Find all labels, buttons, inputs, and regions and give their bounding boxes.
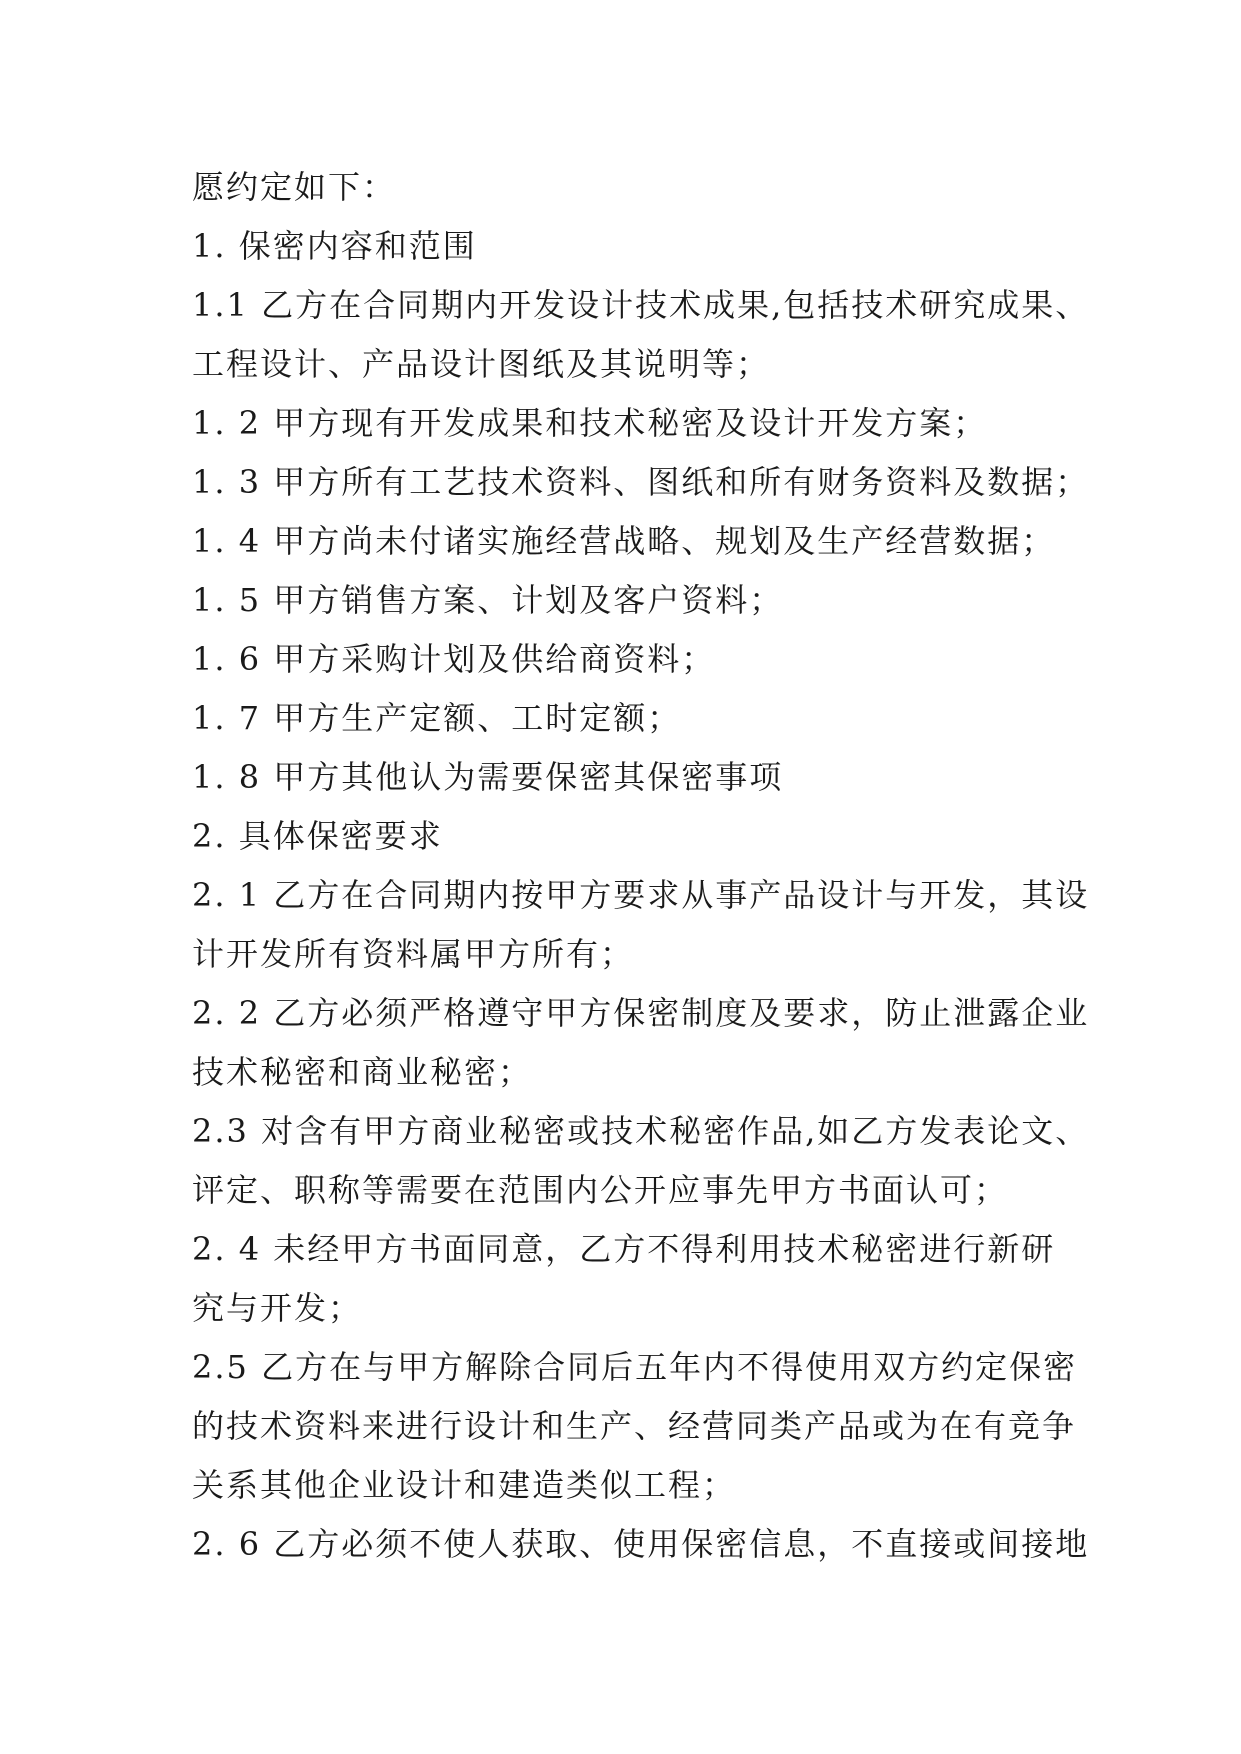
text-line: 究与开发； bbox=[192, 1289, 363, 1327]
document-body bbox=[192, 158, 1090, 1574]
text-line: 1. 2 甲方现有开发成果和技术秘密及设计开发方案； bbox=[192, 404, 988, 442]
text-line: 1. 3 甲方所有工艺技术资料、图纸和所有财务资料及数据； bbox=[192, 463, 1090, 501]
text-line: 1. 6 甲方采购计划及供给商资料； bbox=[192, 640, 716, 678]
text-line: 愿约定如下： bbox=[192, 168, 397, 206]
text-line: 技术秘密和商业秘密； bbox=[192, 1053, 533, 1091]
text-line: 2.5 乙方在与甲方解除合同后五年内不得使用双方约定保密 bbox=[192, 1348, 1078, 1386]
text-line: 2. 1 乙方在合同期内按甲方要求从事产品设计与开发，其设 bbox=[192, 876, 1090, 914]
text-line: 评定、职称等需要在范围内公开应事先甲方书面认可； bbox=[192, 1171, 1009, 1209]
text-line: 1. 4 甲方尚未付诸实施经营战略、规划及生产经营数据； bbox=[192, 522, 1056, 560]
text-line: 1.1 乙方在合同期内开发设计技术成果,包括技术研究成果、 bbox=[192, 286, 1090, 324]
text-line: 的技术资料来进行设计和生产、经营同类产品或为在有竞争 bbox=[192, 1407, 1077, 1445]
text-line: 1. 5 甲方销售方案、计划及客户资料； bbox=[192, 581, 784, 619]
text-line: 关系其他企业设计和建造类似工程； bbox=[192, 1466, 737, 1504]
text-line: 1. 8 甲方其他认为需要保密其保密事项 bbox=[192, 758, 784, 796]
text-line: 计开发所有资料属甲方所有； bbox=[192, 935, 635, 973]
text-line: 2. 2 乙方必须严格遵守甲方保密制度及要求，防止泄露企业 bbox=[192, 994, 1090, 1032]
text-line: 工程设计、产品设计图纸及其说明等； bbox=[192, 345, 771, 383]
text-line: 2. 6 乙方必须不使人获取、使用保密信息，不直接或间接地 bbox=[192, 1525, 1090, 1563]
text-line: 2. 4 未经甲方书面同意，乙方不得利用技术秘密进行新研 bbox=[192, 1230, 1056, 1268]
section-heading: 2. 具体保密要求 bbox=[192, 817, 443, 855]
section-heading: 1. 保密内容和范围 bbox=[192, 227, 477, 265]
text-line: 2.3 对含有甲方商业秘密或技术秘密作品,如乙方发表论文、 bbox=[192, 1112, 1090, 1150]
text-line: 1. 7 甲方生产定额、工时定额； bbox=[192, 699, 682, 737]
